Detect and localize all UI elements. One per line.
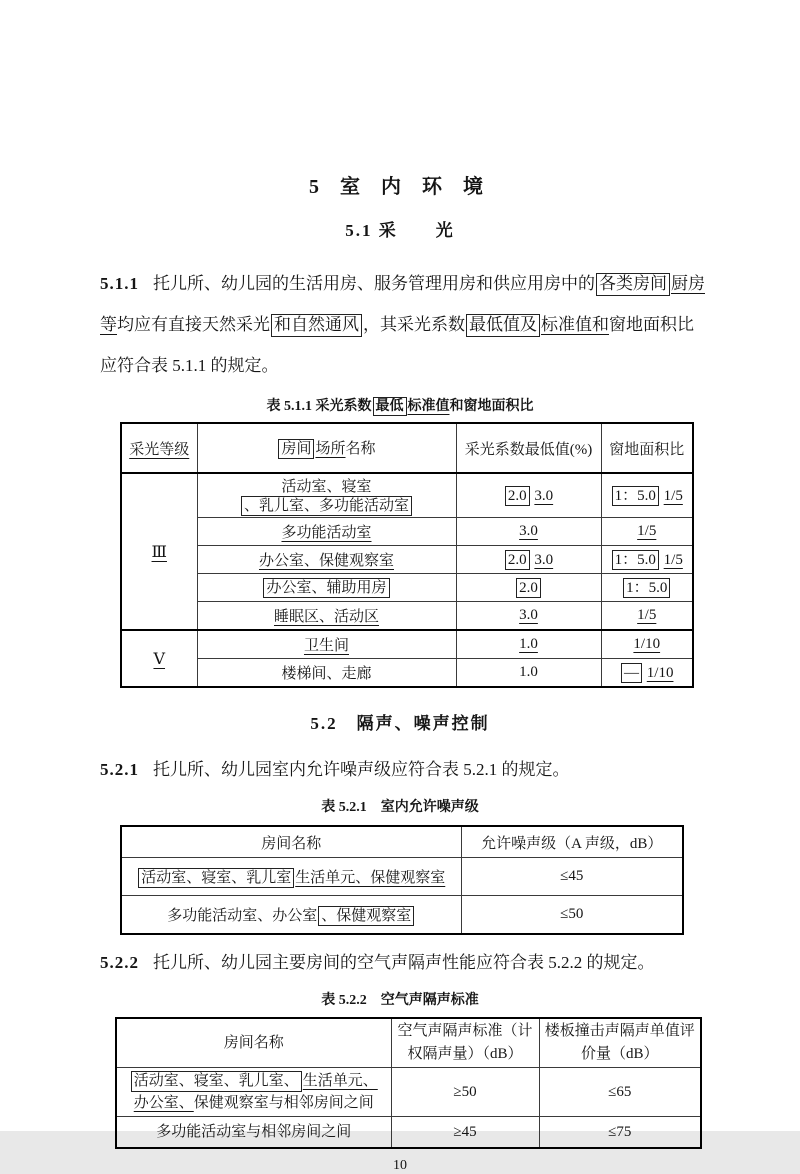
text-run: 均应有直接天然采光 <box>117 315 270 334</box>
clause-line <box>100 263 705 304</box>
revision-box: 房间 <box>278 439 314 459</box>
revision-underline: Ⅴ <box>153 650 166 668</box>
revision-box: 最低值及 <box>466 314 540 337</box>
section-5-2-heading: 5.2 隔声、噪声控制 <box>310 714 490 734</box>
revision-underline: 场所 <box>315 440 346 457</box>
clause-line <box>100 304 700 345</box>
column-header-daylight-factor: 采光系数最低值(%) <box>456 423 601 473</box>
cell-room-name <box>121 858 461 896</box>
cell-ratio <box>601 546 693 574</box>
table-row <box>121 602 693 631</box>
text-run: ，其采光系数 <box>363 315 465 334</box>
cell-airborne-value: ≥45 <box>391 1117 539 1149</box>
cell-room-name <box>197 546 456 574</box>
revision-underline: 标准值和 <box>541 315 609 334</box>
cell-ratio <box>601 473 693 518</box>
revision-underline: 1/10 <box>646 664 674 681</box>
revision-underline: 标准值 <box>407 399 450 414</box>
section-5-1-heading: 5.1 采 光 <box>345 221 455 240</box>
cell-grade-v <box>121 630 197 687</box>
table-5-2-1-caption: 表 5.2.1 室内允许噪声级 <box>321 800 479 816</box>
cell-room-name <box>197 602 456 631</box>
revision-box: 2.0 <box>505 486 530 506</box>
cell-room-name <box>197 574 456 602</box>
text-run: 托儿所、幼儿园主要房间的空气声隔声性能应符合表 5.2.2 的规定。 <box>153 953 655 973</box>
revision-underline: Ⅲ <box>151 543 167 561</box>
revision-underline: 睡眠区、活动区 <box>273 609 379 626</box>
table-row <box>121 630 693 659</box>
text-run: 保健观察室与相邻房间之间 <box>193 1095 374 1112</box>
revision-box: 活动室、寝室、乳儿室、 <box>131 1071 302 1091</box>
chapter-heading: 5 室 内 环 境 <box>309 176 491 198</box>
cell-room-name <box>197 659 456 688</box>
table-row <box>121 574 693 602</box>
table-5-2-2 <box>115 1017 702 1149</box>
table-5-2-1 <box>120 825 684 935</box>
table-header-row <box>116 1018 701 1068</box>
text-run: 表 5.1.1 采光系数 <box>266 399 372 414</box>
revision-box: 最低 <box>373 397 407 416</box>
cell-ratio <box>601 518 693 546</box>
revision-box: 、保健观察室 <box>318 906 414 926</box>
clause-5-1-1 <box>100 241 705 386</box>
cell-room-name <box>197 518 456 546</box>
text-run: 活动室、寝室 <box>281 479 372 496</box>
table-5-1-1 <box>120 422 694 688</box>
table-header-row <box>121 826 683 858</box>
column-header-noise-level: 允许噪声级（A 声级，dB） <box>461 826 683 858</box>
revision-underline: 3.0 <box>534 487 554 504</box>
clause-number: 5.1.1 <box>100 274 139 293</box>
text-run: 托儿所、幼儿园的生活用房、服务管理用房和供应用房中的 <box>153 274 595 293</box>
column-header-room-name: 房间名称 <box>121 826 461 858</box>
cell-impact-value: ≤75 <box>539 1117 701 1149</box>
revision-box: — <box>621 663 642 683</box>
text-run: 和窗地面积比 <box>449 399 534 414</box>
revision-box: 1：5.0 <box>612 486 659 506</box>
clause-5-2-2 <box>100 935 700 975</box>
cell-ratio <box>601 574 693 602</box>
cell-daylight-factor <box>456 659 601 688</box>
revision-box: 2.0 <box>516 578 541 598</box>
cell-room-name <box>197 473 456 518</box>
cell-room-name <box>121 896 461 935</box>
revision-underline: 3.0 <box>534 551 554 568</box>
revision-underline: 卫生间 <box>303 638 349 655</box>
revision-box: 办公室、辅助用房 <box>263 578 389 598</box>
revision-underline: 3.0 <box>519 523 538 540</box>
cell-ratio <box>601 602 693 631</box>
revision-box: 、乳儿室、多功能活动室 <box>241 496 412 516</box>
text-run: 应符合表 5.1.1 的规定。 <box>100 356 279 375</box>
column-header-grade <box>121 423 197 473</box>
table-row <box>121 473 693 518</box>
cell-daylight-factor <box>456 630 601 659</box>
cell-daylight-factor <box>456 602 601 631</box>
text-run: 1.0 <box>519 664 538 681</box>
column-header-impact-insulation: 楼板撞击声隔声单值评价量（dB） <box>539 1018 701 1068</box>
cell-impact-value: ≤65 <box>539 1068 701 1117</box>
table-row <box>121 896 683 935</box>
cell-grade-iii <box>121 473 197 630</box>
revision-underline: 1/5 <box>637 607 657 624</box>
table-row <box>116 1068 701 1117</box>
clause-number: 5.2.2 <box>100 953 139 973</box>
revision-underline: 1.0 <box>519 636 538 653</box>
cell-daylight-factor <box>456 546 601 574</box>
column-header-room-name <box>197 423 456 473</box>
text-run: 托儿所、幼儿园室内允许噪声级应符合表 5.2.1 的规定。 <box>153 760 570 780</box>
revision-underline: 厨房 <box>671 274 705 293</box>
revision-box: 和自然通风 <box>271 314 362 337</box>
revision-box: 1：5.0 <box>612 550 659 570</box>
revision-box: 2.0 <box>505 550 530 570</box>
revision-underline: 采光等级 <box>129 441 190 458</box>
table-row <box>121 659 693 688</box>
clause-number: 5.2.1 <box>100 760 139 780</box>
table-header-row <box>121 423 693 473</box>
cell-daylight-factor <box>456 574 601 602</box>
column-header-airborne-insulation: 空气声隔声标准（计权隔声量）（dB） <box>391 1018 539 1068</box>
cell-ratio <box>601 659 693 688</box>
cell-noise-level: ≤45 <box>461 858 683 896</box>
revision-underline: 生活单元、保健观察室 <box>295 869 446 886</box>
revision-box: 活动室、寝室、乳儿室 <box>138 868 294 888</box>
revision-underline: 等 <box>100 315 117 334</box>
table-5-2-2-caption: 表 5.2.2 空气声隔声标准 <box>321 993 479 1009</box>
cell-room-name <box>116 1068 391 1117</box>
clause-line <box>100 345 700 386</box>
table-row <box>121 546 693 574</box>
cell-room-name <box>116 1117 391 1149</box>
cell-noise-level: ≤50 <box>461 896 683 935</box>
text-run: 名称 <box>345 440 376 457</box>
revision-underline: 1/5 <box>663 487 683 504</box>
text-run: 楼梯间、走廊 <box>281 666 372 683</box>
revision-underline: 生活单元、办公室、 <box>133 1073 378 1112</box>
table-row <box>116 1117 701 1149</box>
revision-underline: 1/5 <box>663 551 683 568</box>
text-run: 多功能活动室、办公室 <box>167 907 318 924</box>
revision-box: 1：5.0 <box>623 578 670 598</box>
revision-underline: 多功能活动室 <box>281 525 372 542</box>
revision-underline: 办公室、保健观察室 <box>258 553 394 570</box>
cell-daylight-factor <box>456 518 601 546</box>
text-run: 多功能活动室与相邻房间之间 <box>156 1124 352 1141</box>
cell-airborne-value: ≥50 <box>391 1068 539 1117</box>
cell-room-name <box>197 630 456 659</box>
page-number: 10 <box>393 1158 407 1174</box>
column-header-window-floor-ratio: 窗地面积比 <box>601 423 693 473</box>
page-content <box>100 0 705 1174</box>
column-header-room-name: 房间名称 <box>116 1018 391 1068</box>
cell-ratio <box>601 630 693 659</box>
revision-box: 各类房间 <box>596 273 670 296</box>
text-run: 窗地面积比 <box>609 315 694 334</box>
table-5-1-1-caption <box>100 386 700 416</box>
revision-underline: 1/5 <box>637 523 657 540</box>
clause-5-2-1 <box>100 734 700 782</box>
table-row <box>121 858 683 896</box>
revision-underline: 3.0 <box>519 607 538 624</box>
table-row <box>121 518 693 546</box>
cell-daylight-factor <box>456 473 601 518</box>
revision-underline: 1/10 <box>633 636 661 653</box>
